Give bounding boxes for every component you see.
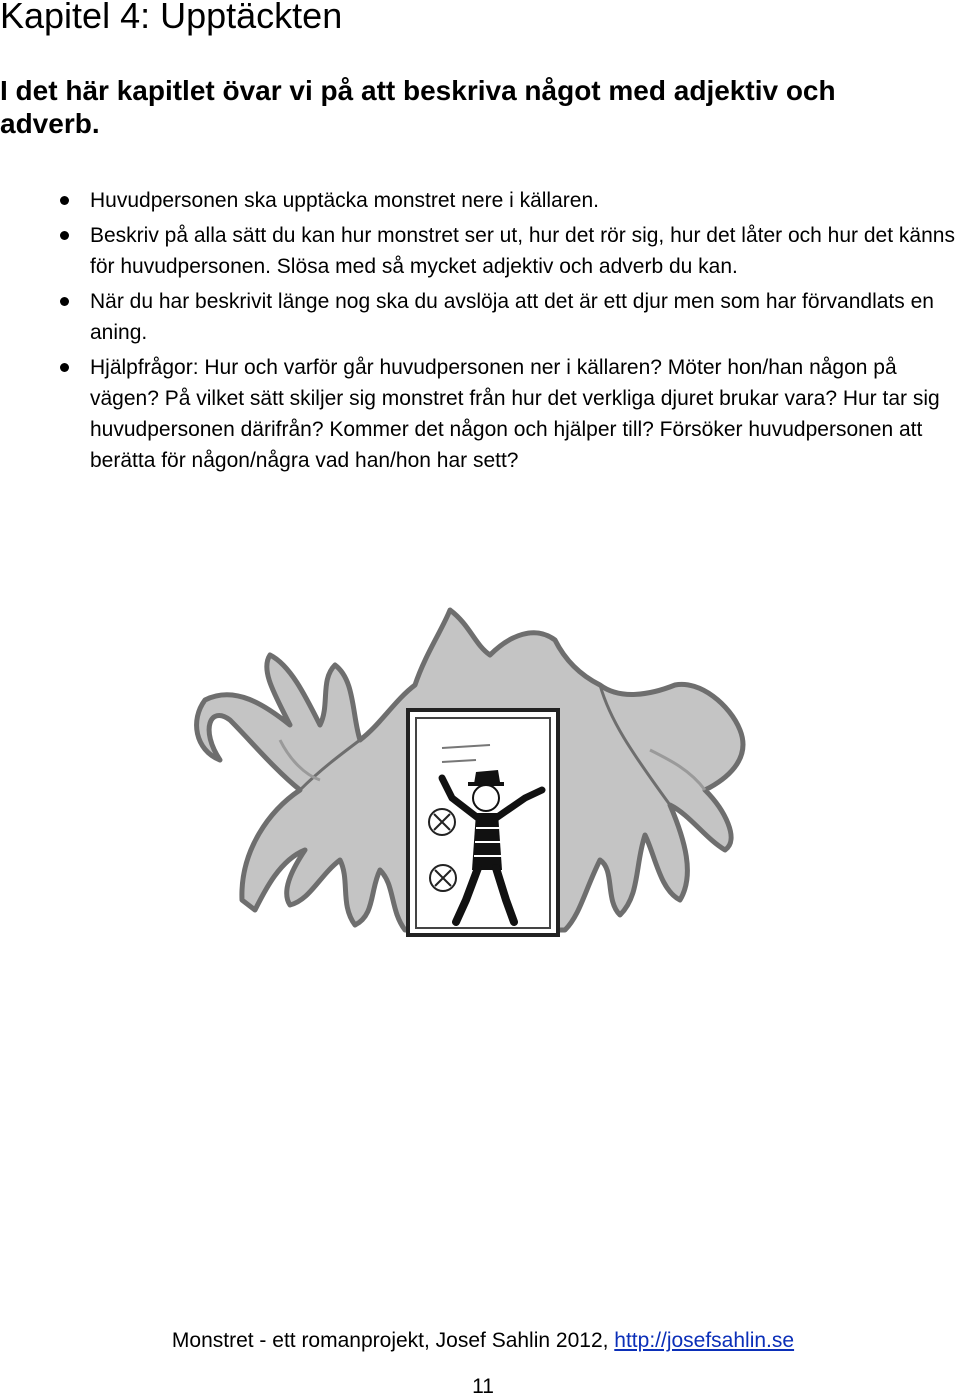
list-item-text: När du har beskrivit länge nog ska du avslöja att det är ett djur men som har förvandlats en aning. bbox=[90, 290, 934, 344]
instruction-list bbox=[0, 185, 960, 480]
list-item bbox=[0, 286, 960, 348]
list-item bbox=[0, 185, 960, 216]
chapter-title: Kapitel 4: Upptäckten bbox=[0, 0, 343, 36]
monster-illustration bbox=[180, 600, 780, 960]
bullet-icon bbox=[60, 196, 69, 205]
list-item-text: Beskriv på alla sätt du kan hur monstret ser ut, hur det rör sig, hur det låter och hur det känns för huvudpersonen. Slösa med så mycket adjektiv och adverb du kan. bbox=[90, 224, 955, 278]
footer-text: Monstret - ett romanprojekt, Josef Sahlin 2012, bbox=[171, 1329, 615, 1352]
bullet-icon bbox=[60, 363, 69, 372]
bullet-icon bbox=[60, 231, 69, 240]
page-footer bbox=[0, 1326, 960, 1356]
page-number: 11 bbox=[472, 1375, 494, 1398]
footer-link[interactable]: http://josefsahlin.se bbox=[614, 1329, 795, 1352]
list-item bbox=[0, 220, 960, 282]
list-item-text: Huvudpersonen ska upptäcka monstret nere i källaren. bbox=[90, 189, 599, 212]
bullet-icon bbox=[60, 297, 69, 306]
chapter-intro: I det här kapitlet övar vi på att beskriva något med adjektiv och adverb. bbox=[0, 75, 836, 139]
list-item-text: Hjälpfrågor: Hur och varför går huvudpersonen ner i källaren? Möter hon/han någon på vägen? På vilket sätt skiljer sig monstret från hur det verkliga djuret brukar vara? Hur tar sig huvudpersonen därifrån? Kommer det någon och hjälper till? Försöker huvudpersonen att berätta för någon/några vad han/hon har sett? bbox=[90, 356, 940, 472]
list-item bbox=[0, 352, 960, 476]
